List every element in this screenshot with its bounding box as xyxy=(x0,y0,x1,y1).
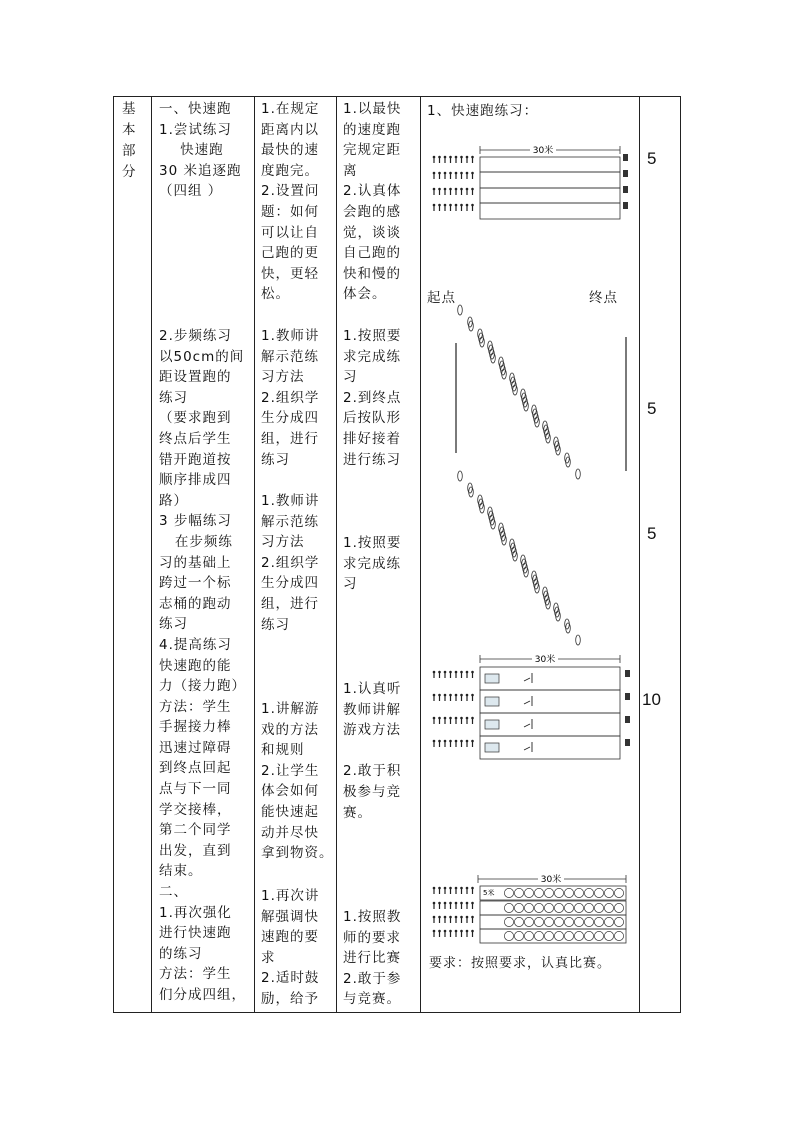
diagram-title: 1、快速跑练习： xyxy=(427,103,539,119)
content-part-2: 2.步频练习 以50cm的间 距设置跑的 练习 （要求跑到 终点后学生 错开跑道按 顺序排成四 路） 3 步幅练习 在步频练 习的基础上 跨过一个标 志桶的跑动 练习 4.提高练习 快速跑的能 力（接力跑） 方法：学生 手握接力棒 迅速过障碍 到终点回起 点与下一同 学交接棒， 第二个同学 出发，直到 结束。 二、 1.再次强化 进行快速跑 的练习 方法：学生 们分成四组， xyxy=(159,328,246,1003)
column-divider xyxy=(336,97,337,1012)
lane-diagram-1 xyxy=(433,144,628,219)
column-divider xyxy=(254,97,255,1012)
student-activity-2: 1.按照要 求完成练 习 2.到终点 后按队形 排好接着 进行练习 xyxy=(343,328,402,468)
student-activity-3: 1.按照要 求完成练 习 xyxy=(343,535,402,593)
student-activity-4: 1.认真听 教师讲解 游戏方法 2.敢于积 极参与竞 赛。 xyxy=(343,681,402,821)
drill-diagrams xyxy=(420,97,639,1012)
cone-diagram xyxy=(458,305,581,645)
small-distance-label: 5米 xyxy=(483,889,495,897)
time-2: 5 xyxy=(647,399,657,418)
teacher-activity-3: 1.教师讲 解示范练 习方法 2.组织学 生分成四 组，进行 练习 xyxy=(261,493,320,633)
teacher-activity-5: 1.再次讲 解强调快 速跑的要 求 2.适时鼓 励，给予 xyxy=(261,888,320,1007)
teacher-activity-4: 1.讲解游 戏的方法 和规则 2.让学生 体会如何 能快速起 动并尽快 拿到物资。 xyxy=(261,701,334,862)
teacher-activity-2: 1.教师讲 解示范练 习方法 2.组织学 生分成四 组，进行 练习 xyxy=(261,328,320,468)
time-4: 10 xyxy=(642,690,661,709)
requirement-text: 要求：按照要求，认真比赛。 xyxy=(429,956,612,971)
start-label: 起点 xyxy=(427,290,456,306)
distance-label-2: 30米 xyxy=(534,655,556,665)
student-activity-1: 1.以最快 的速度跑 完规定距 离 2.认真体 会跑的感 觉，谈谈 自己跑的 快和慢的 体会。 xyxy=(343,101,402,303)
teacher-activity-1: 1.在规定 距离内以 最快的速 度跑完。 2.设置问 题：如何 可以让自 己跑的更 快，更轻 松。 xyxy=(261,101,320,303)
section-label: 基 本 部 分 xyxy=(122,101,136,180)
lesson-plan-table xyxy=(113,96,681,1013)
time-3: 5 xyxy=(647,524,657,543)
column-divider xyxy=(639,97,640,1012)
distance-label-1: 30米 xyxy=(532,146,554,156)
lane-diagram-3 xyxy=(433,873,626,943)
student-activity-5: 1.按照教 师的要求 进行比赛 2.敢于参 与竞赛。 xyxy=(343,909,402,1008)
lane-diagram-2 xyxy=(433,653,630,759)
distance-label-3: 30米 xyxy=(540,875,562,885)
end-label: 终点 xyxy=(589,290,618,306)
content-part-1: 一、快速跑 1.尝试练习 快速跑 30 米追逐跑 （四组 ） xyxy=(159,101,242,200)
column-divider xyxy=(151,97,152,1012)
time-1: 5 xyxy=(647,149,657,168)
